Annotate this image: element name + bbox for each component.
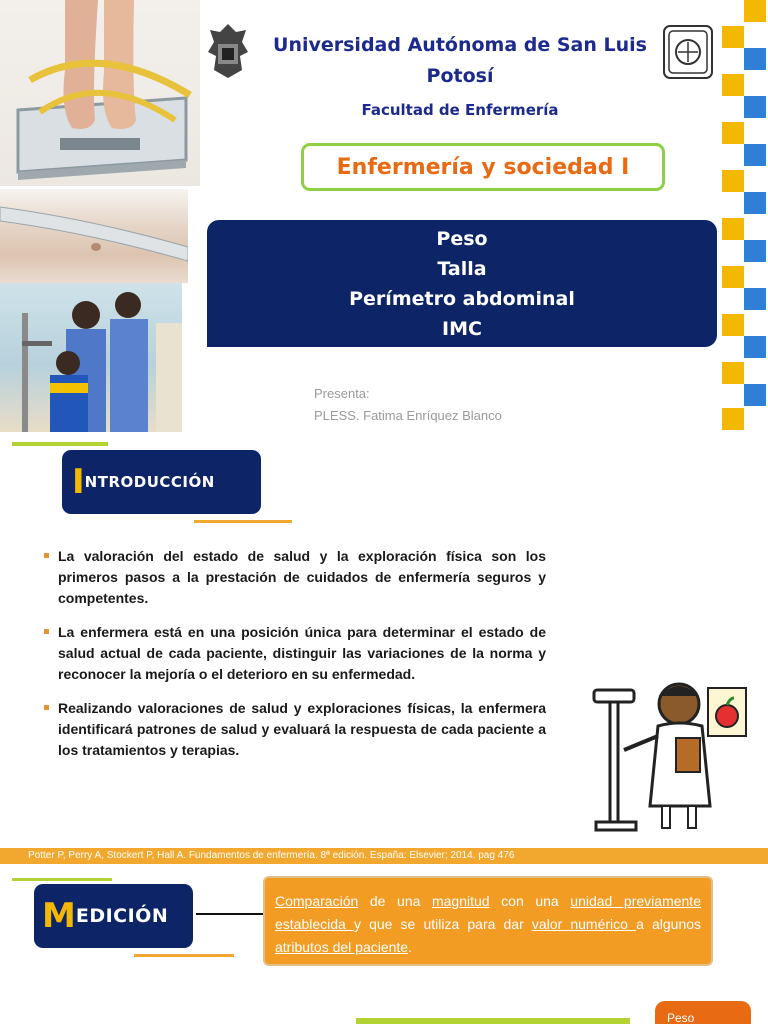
nurses-measuring-child-photo <box>0 283 182 432</box>
term-unidad: unidad previamente establecida <box>275 893 701 932</box>
text-span: . <box>408 939 412 955</box>
text-span: de una <box>358 893 432 909</box>
connector-line <box>196 913 264 915</box>
accent-line-orange <box>134 954 234 957</box>
reference-bar <box>0 848 768 864</box>
university-name: Universidad Autónoma de San Luis Potosí <box>273 34 647 87</box>
topic-bmi: IMC <box>442 317 482 340</box>
definition-box <box>263 876 713 966</box>
title-initial: M <box>42 896 76 936</box>
section-title-introduccion <box>62 450 261 514</box>
definition-text <box>275 890 701 959</box>
list-item: La valoración del estado de salud y la exploración física son los primeros pasos a la prestación de cuidados de enfermería seguros y competentes. <box>44 546 546 609</box>
reference-citation: Potter P, Perry A, Stockert P, Hall A. Fundamentos de enfermería. 8ª edición. España: Elsevier; 2014. pag 476 <box>28 850 515 861</box>
waist-measure-photo <box>0 189 188 283</box>
university-crest-icon <box>206 22 250 80</box>
title-slide <box>0 0 768 432</box>
list-item: Realizando valoraciones de salud y exploraciones físicas, la enfermera identificará patrones de salud y evaluará la respuesta de cada paciente a los tratamientos y terapias. <box>44 698 546 761</box>
accent-line-green <box>12 878 112 881</box>
presenter-label: Presenta: <box>314 386 370 401</box>
intro-bullet-list <box>44 546 546 774</box>
topics-panel <box>207 220 717 347</box>
decorative-checker-column <box>720 0 768 432</box>
text-span: a algunos <box>636 916 702 932</box>
text-span: con una <box>489 893 571 909</box>
topic-height: Talla <box>437 257 487 280</box>
accent-line-orange <box>194 520 292 523</box>
next-topic-tab: Peso <box>655 1001 751 1024</box>
term-valor-numerico: valor numérico <box>531 916 637 932</box>
term-atributos: atributos del paciente <box>275 939 409 955</box>
faculty-seal-icon <box>662 24 714 80</box>
measurement-slide <box>0 864 768 1024</box>
accent-line-green-bottom <box>356 1018 630 1024</box>
section-title-medicion <box>34 884 193 948</box>
topic-abdominal-perimeter: Perímetro abdominal <box>349 287 575 310</box>
course-title: Enfermería y sociedad I <box>301 143 665 191</box>
introduction-slide <box>0 432 768 864</box>
title-initial: I <box>72 462 85 502</box>
presenter-name: PLESS. Fatima Enríquez Blanco <box>314 408 502 423</box>
title-rest: NTRODUCCIÓN <box>84 473 215 491</box>
title-rest: EDICIÓN <box>75 905 169 927</box>
accent-line-green <box>12 442 108 446</box>
term-comparacion: Comparación <box>275 893 359 909</box>
list-item: La enfermera está en una posición única para determinar el estado de salud actual de cada paciente, distinguir las variaciones de la norma y reconocer la mejoría o el deterioro en su enfermedad. <box>44 622 546 685</box>
topic-weight: Peso <box>436 227 488 250</box>
text-span: y que se utiliza para dar <box>353 916 532 932</box>
nurse-with-scale-clipart <box>590 676 750 836</box>
faculty-name: Facultad de Enfermería <box>361 101 559 119</box>
term-magnitud: magnitud <box>431 893 490 909</box>
scale-feet-photo <box>0 0 200 186</box>
